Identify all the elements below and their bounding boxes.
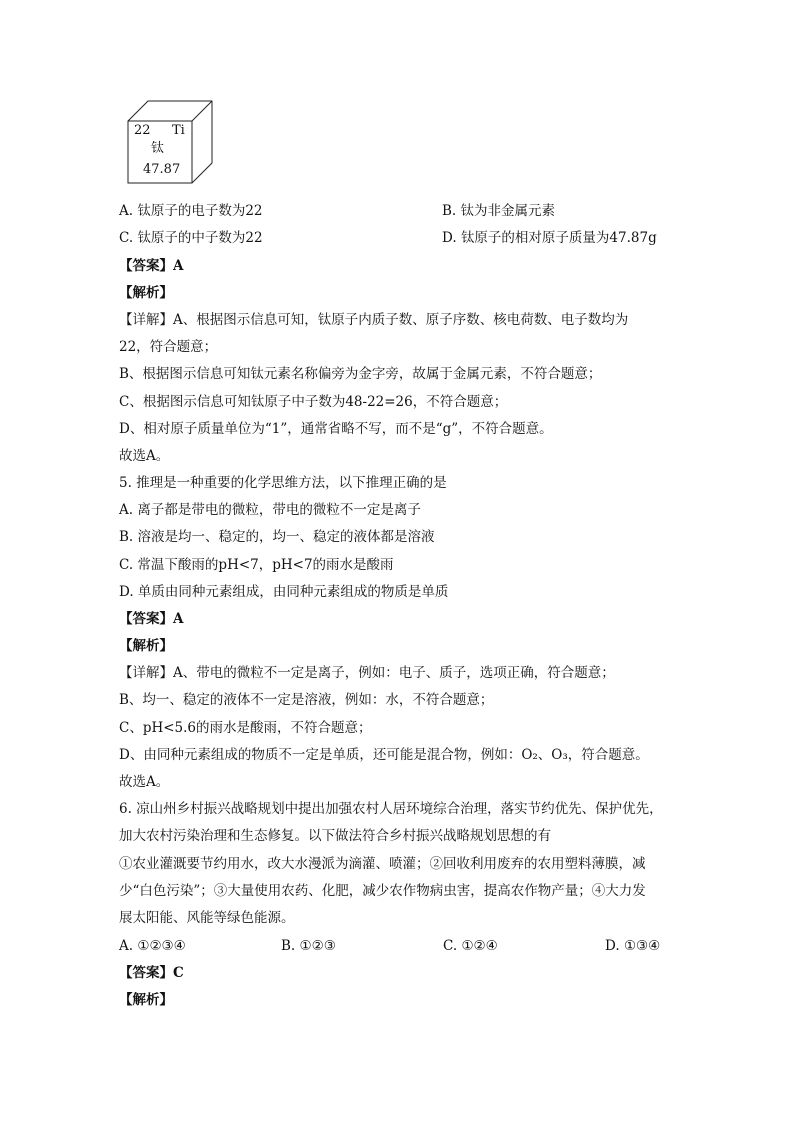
q4-detail-line: 故选A。 xyxy=(119,448,170,464)
element-name: 钛 xyxy=(151,141,165,156)
q5-detail-line: D、由同种元素组成的物质不一定是单质，还可能是混合物，例如：O₂、O₃，符合题意。 xyxy=(119,747,649,763)
q5-detail-line: 故选A。 xyxy=(119,774,170,790)
q4-detail-line: 22，符合题意； xyxy=(119,339,218,355)
element-symbol: Ti xyxy=(172,123,185,138)
q4-option-d: D. 钛原子的相对原子质量为47.87g xyxy=(442,230,657,246)
q4-analysis-heading: 【解析】 xyxy=(119,285,173,301)
q5-option-b: B. 溶液是均一、稳定的，均一、稳定的液体都是溶液 xyxy=(119,529,435,545)
q6-option-b: B. ①②③ xyxy=(281,938,336,954)
q6-option-c: C. ①②④ xyxy=(443,938,498,954)
q5-option-a: A. 离子都是带电的微粒，带电的微粒不一定是离子 xyxy=(119,502,421,518)
element-card-titanium xyxy=(124,97,216,187)
q5-stem: 5. 推理是一种重要的化学思维方法，以下推理正确的是 xyxy=(119,475,447,491)
q6-stem-line: 展太阳能、风能等绿色能源。 xyxy=(119,910,295,926)
q6-option-d: D. ①③④ xyxy=(605,938,661,954)
q5-detail-line: B、均一、稳定的液体不一定是溶液，例如：水，不符合题意； xyxy=(119,692,494,708)
q6-stem-line: 加大农村污染治理和生态修复。以下做法符合乡村振兴战略规划思想的有 xyxy=(119,828,551,844)
q4-answer: 【答案】A xyxy=(119,258,184,274)
q4-detail-line: D、相对原子质量单位为“1”，通常省略不写，而不是“g”，不符合题意。 xyxy=(119,421,553,437)
q6-stem-line: 少“白色污染”；③大量使用农药、化肥，减少农作物病虫害，提高农作物产量；④大力发 xyxy=(119,883,646,899)
q6-option-a: A. ①②③④ xyxy=(119,938,186,954)
q6-stem-line: 6. 凉山州乡村振兴战略规划中提出加强农村人居环境综合治理，落实节约优先、保护优先， xyxy=(119,801,663,817)
q5-analysis-heading: 【解析】 xyxy=(119,638,173,654)
q5-detail-line: C、pH<5.6的雨水是酸雨，不符合题意； xyxy=(119,720,372,736)
q5-option-d: D. 单质由同种元素组成，由同种元素组成的物质是单质 xyxy=(119,584,449,600)
q4-detail-line: B、根据图示信息可知钛元素名称偏旁为金字旁，故属于金属元素，不符合题意； xyxy=(119,366,602,382)
element-atomic-mass: 47.87 xyxy=(143,162,181,177)
q4-option-a: A. 钛原子的电子数为22 xyxy=(119,203,263,219)
q4-option-c: C. 钛原子的中子数为22 xyxy=(119,230,263,246)
q4-option-b: B. 钛为非金属元素 xyxy=(442,203,556,219)
q5-answer: 【答案】A xyxy=(119,611,184,627)
element-atomic-number: 22 xyxy=(134,123,151,138)
q6-answer: 【答案】C xyxy=(119,965,184,981)
q5-option-c: C. 常温下酸雨的pH<7，pH<7的雨水是酸雨 xyxy=(119,557,394,573)
q6-stem-line: ①农业灌溉要节约用水，改大水漫派为滴灌、喷灌；②回收利用废弃的农用塑料薄膜，减 xyxy=(119,856,646,872)
q5-detail-line: 【详解】A、带电的微粒不一定是离子，例如：电子、质子，选项正确，符合题意； xyxy=(119,665,615,681)
q4-detail-line: 【详解】A、根据图示信息可知，钛原子内质子数、原子序数、核电荷数、电子数均为 xyxy=(119,312,629,328)
q6-analysis-heading: 【解析】 xyxy=(119,992,173,1008)
q4-detail-line: C、根据图示信息可知钛原子中子数为48-22=26，不符合题意； xyxy=(119,394,508,410)
